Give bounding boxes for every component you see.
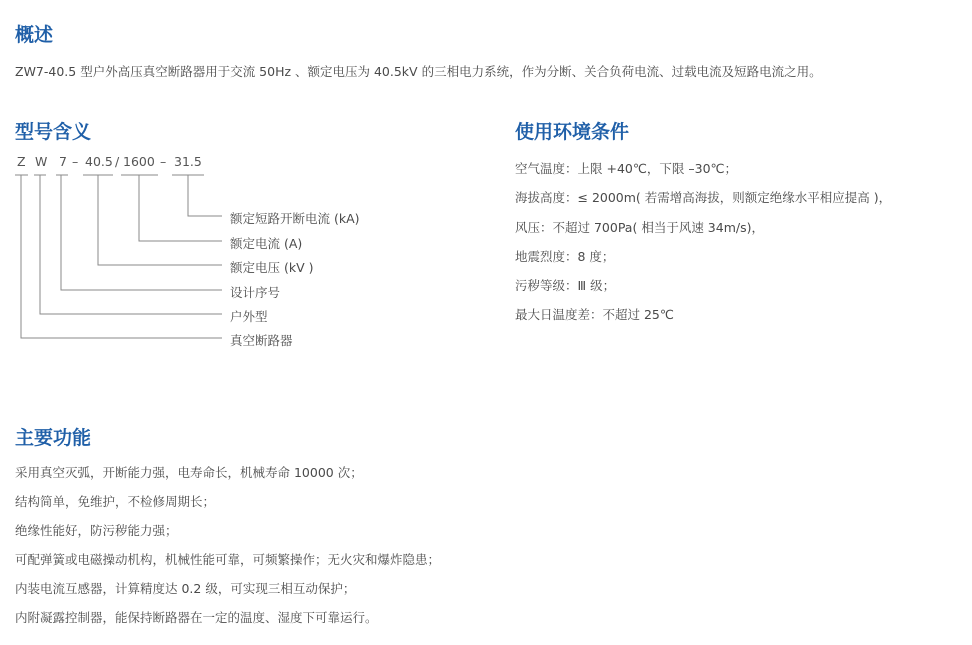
code-part-dash-1: – xyxy=(72,154,79,169)
code-part-7: 7 xyxy=(59,154,67,169)
function-item: 可配弹簧或电磁操动机构，机械性能可靠，可频繁操作；无火灾和爆炸隐患； xyxy=(15,552,441,567)
conditions-heading: 使用环境条件 xyxy=(515,121,630,143)
label-design-number: 设计序号 xyxy=(230,285,281,300)
functions-heading: 主要功能 xyxy=(15,427,92,449)
condition-item: 空气温度：上限 +40℃，下限 –30℃； xyxy=(515,161,738,176)
condition-item: 海拔高度：≤ 2000m( 若需增高海拔，则额定绝缘水平相应提高 )， xyxy=(515,190,892,205)
function-item: 绝缘性能好，防污秽能力强； xyxy=(15,523,178,538)
label-rated-voltage: 额定电压 (kV ) xyxy=(230,260,314,275)
model-meaning-heading: 型号含义 xyxy=(15,121,92,143)
code-part-current: 1600 xyxy=(123,154,155,169)
label-rated-current: 额定电流 (A) xyxy=(230,236,303,251)
code-part-w: W xyxy=(35,154,48,169)
label-outdoor: 户外型 xyxy=(230,309,268,324)
overview-heading: 概述 xyxy=(15,24,54,46)
code-part-breaking: 31.5 xyxy=(174,154,202,169)
code-part-voltage: 40.5 xyxy=(85,154,113,169)
condition-item: 最大日温度差：不超过 25℃ xyxy=(515,307,674,322)
label-breaking-current: 额定短路开断电流 (kA) xyxy=(230,211,360,226)
condition-item: 风压：不超过 700Pa( 相当于风速 34m/s)， xyxy=(515,220,764,235)
function-item: 内附凝露控制器，能保持断路器在一定的温度、湿度下可靠运行。 xyxy=(15,610,378,625)
function-item: 采用真空灭弧，开断能力强，电寿命长，机械寿命 10000 次； xyxy=(15,465,363,480)
function-item: 内装电流互感器，计算精度达 0.2 级，可实现三相互动保护； xyxy=(15,581,356,596)
condition-item: 污秽等级：Ⅲ 级； xyxy=(515,278,616,293)
label-vacuum-breaker: 真空断路器 xyxy=(230,333,293,348)
overview-text: ZW7-40.5 型户外高压真空断路器用于交流 50Hz 、额定电压为 40.5kV 的三相电力系统，作为分断、关合负荷电流、过载电流及短路电流之用。 xyxy=(15,64,822,79)
condition-item: 地震烈度：8 度； xyxy=(515,249,615,264)
code-part-dash-2: – xyxy=(160,154,167,169)
code-part-z: Z xyxy=(17,154,26,169)
function-item: 结构简单，免维护，不检修周期长； xyxy=(15,494,216,509)
code-part-slash: / xyxy=(115,154,120,169)
